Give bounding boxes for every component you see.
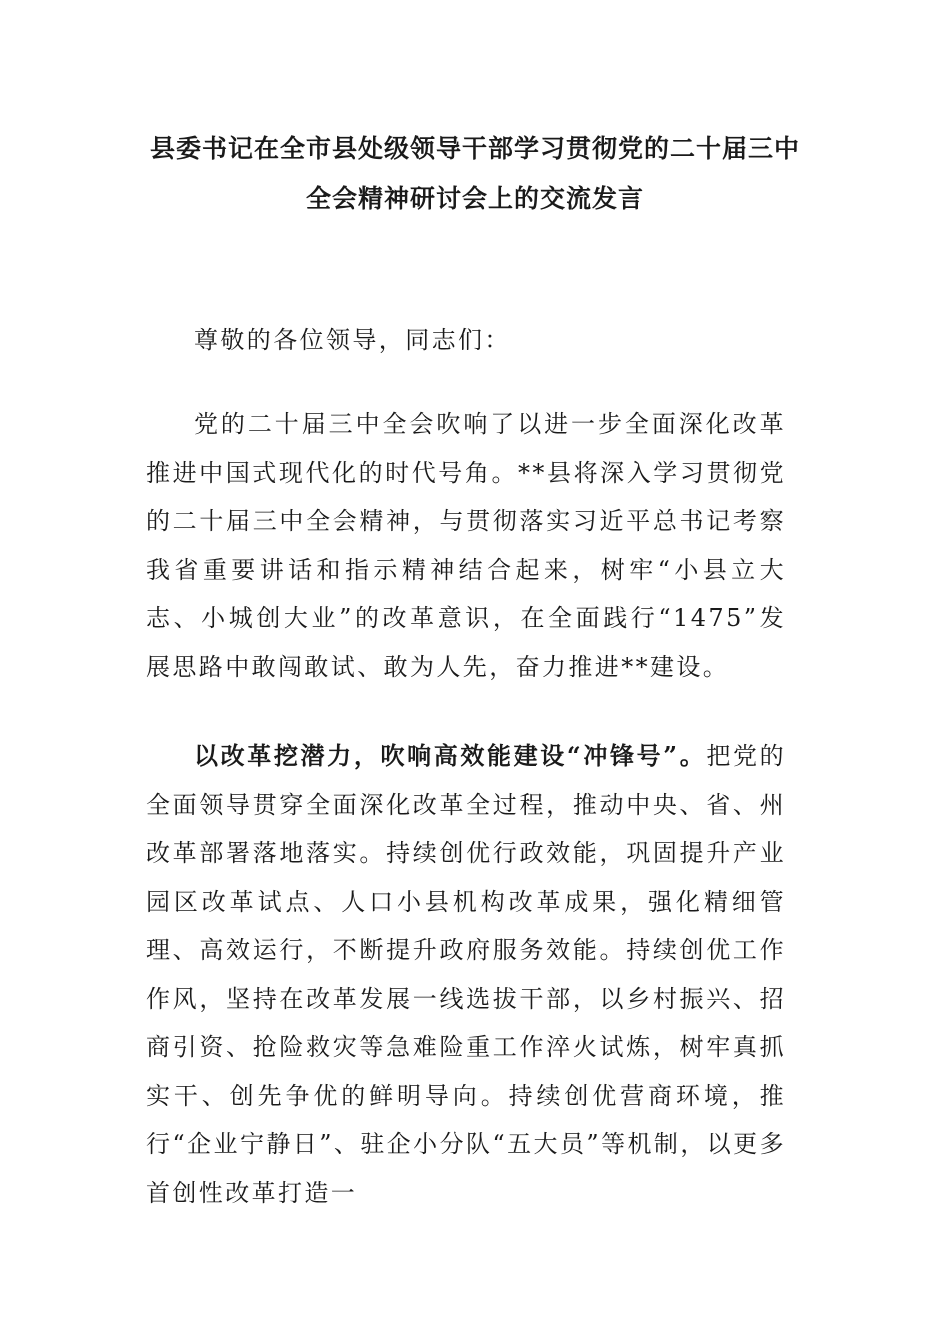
paragraph-lead-sentence: 以改革挖潜力，吹响高效能建设“冲锋号”。	[194, 741, 707, 770]
paragraph-intro: 党的二十届三中全会吹响了以进一步全面深化改革推进中国式现代化的时代号角。**县将深入学习贯彻党的二十届三中全会精神，与贯彻落实习近平总书记考察我省重要讲话和指示精神结合起来，树牢“小县立大志、小城创大业”的改革意识，在全面践行“1475”发展思路中敢闯敢试、敢为人先，奋力推进**建设。	[146, 410, 786, 681]
title-line-2: 全会精神研讨会上的交流发言	[305, 184, 644, 213]
title-line-1: 县委书记在全市县处级领导干部学习贯彻党的二十届三中	[149, 134, 800, 163]
page-title	[120, 124, 830, 224]
paragraph-reform-efficiency	[146, 732, 786, 1217]
greeting: 尊敬的各位领导，同志们：	[194, 326, 511, 354]
paragraph-body-text: 把党的全面领导贯穿全面深化改革全过程，推动中央、省、州改革部署落地落实。持续创优行政效能，巩固提升产业园区改革试点、人口小县机构改革成果，强化精细管理、高效运行，不断提升政府服务效能。持续创优工作作风，坚持在改革发展一线选拔干部，以乡村振兴、招商引资、抢险救灾等急难险重工作淬火试炼，树牢真抓实干、创先争优的鲜明导向。持续创优营商环境，推行“企业宁静日”、驻企小分队“五大员”等机制，以更多首创性改革打造一	[146, 742, 786, 1207]
